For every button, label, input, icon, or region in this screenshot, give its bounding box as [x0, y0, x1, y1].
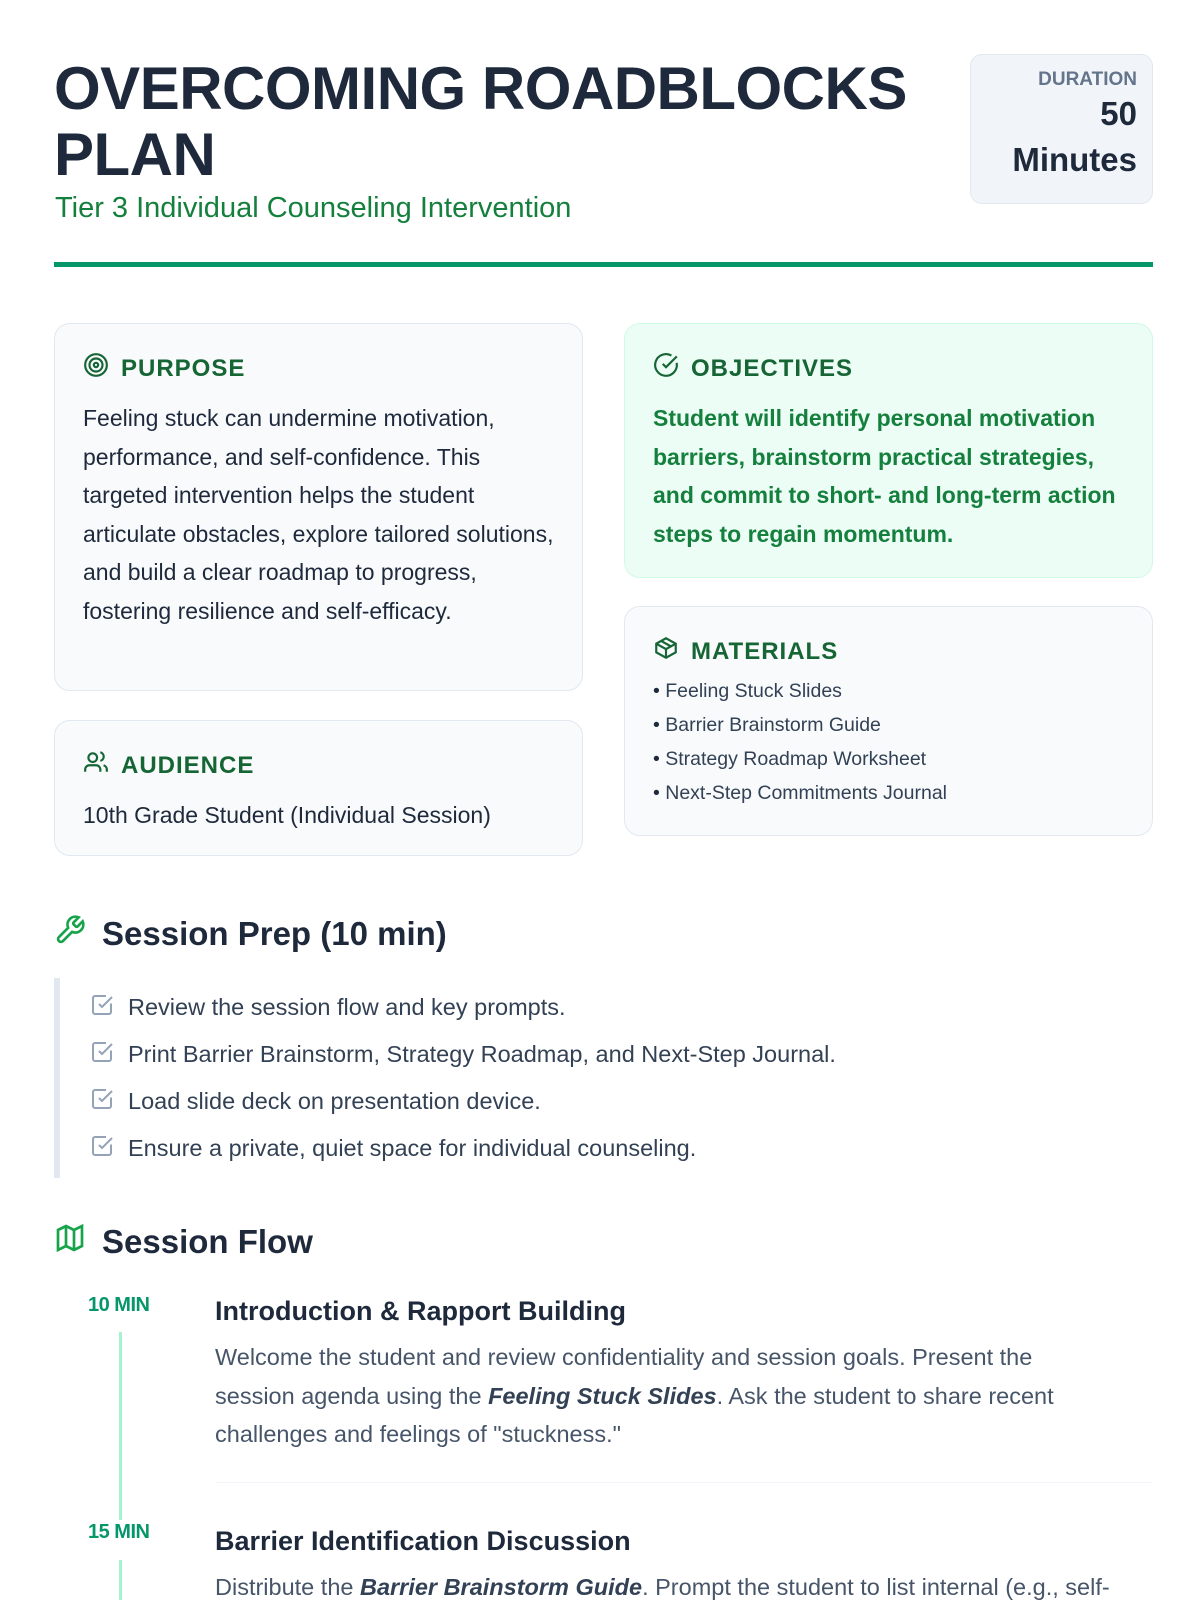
objectives-text: Student will identify personal motivation barriers, brainstorm practical strategies, and commit to short- and long-term action steps to regain momentum. — [653, 405, 1116, 547]
wrench-icon — [54, 914, 86, 954]
purpose-heading: PURPOSE — [121, 354, 246, 382]
checkbox-icon — [90, 993, 114, 1023]
materials-item: • Strategy Roadmap Worksheet — [653, 742, 1124, 776]
material-reference: Barrier Brainstorm Guide — [359, 1574, 643, 1600]
checklist-item — [90, 1078, 954, 1125]
session-prep-title: Session Prep (10 min) — [102, 915, 447, 952]
checklist-text: Ensure a private, quiet space for individual counseling. — [128, 1135, 697, 1161]
step-description: Distribute the Barrier Brainstorm Guide. Prompt the student to list internal (e.g., self- — [215, 1574, 1110, 1600]
purpose-text: Feeling stuck can undermine motivation, performance, and self-confidence. This targeted intervention helps the student articulate obstacles, explore tailored solutions, and build a clear roadmap to progress, fostering resilience and self-efficacy. — [83, 405, 554, 624]
material-reference: Feeling Stuck Slides — [488, 1382, 717, 1409]
duration-value: 50 — [1100, 95, 1137, 132]
page-title: OVERCOMING ROADBLOCKS PLAN — [54, 55, 907, 188]
materials-item: • Next-Step Commitments Journal — [653, 776, 1124, 810]
step-time: 15 MIN — [88, 1521, 150, 1543]
step-description: Welcome the student and review confidentiality and session goals. Present the session agenda using the Feeling Stuck Slides. Ask the student to share recent challenges and feelings of "stuckness." — [215, 1344, 1054, 1447]
audience-card — [54, 720, 583, 856]
checklist-text: Print Barrier Brainstorm, Strategy Roadmap, and Next-Step Journal. — [128, 1041, 836, 1067]
materials-card — [624, 606, 1153, 836]
prep-checklist — [54, 978, 954, 1178]
audience-heading: AUDIENCE — [121, 751, 255, 779]
checklist-text: Review the session flow and key prompts. — [128, 994, 566, 1020]
materials-heading: MATERIALS — [691, 637, 839, 665]
objectives-card — [624, 323, 1153, 578]
purpose-card — [54, 323, 583, 691]
package-icon — [653, 635, 679, 668]
check-circle-icon — [653, 352, 679, 385]
map-icon — [54, 1222, 86, 1262]
timeline-line — [119, 1560, 122, 1600]
timeline-line — [119, 1332, 122, 1520]
step-divider — [215, 1482, 1153, 1483]
header-divider — [54, 262, 1153, 267]
duration-label: DURATION — [1038, 69, 1137, 90]
checklist-item — [90, 1125, 954, 1172]
step-title: Introduction & Rapport Building — [215, 1296, 626, 1326]
step-title: Barrier Identification Discussion — [215, 1526, 631, 1556]
materials-item: • Barrier Brainstorm Guide — [653, 708, 1124, 742]
page-subtitle: Tier 3 Individual Counseling Intervention — [55, 192, 572, 224]
checklist-item — [90, 984, 954, 1031]
checklist-item — [90, 1031, 954, 1078]
duration-unit: Minutes — [1012, 141, 1137, 178]
materials-item: • Feeling Stuck Slides — [653, 674, 1124, 708]
audience-text: 10th Grade Student (Individual Session) — [83, 802, 491, 828]
target-icon — [83, 352, 109, 385]
checkbox-icon — [90, 1040, 114, 1070]
checkbox-icon — [90, 1134, 114, 1164]
session-flow-title: Session Flow — [102, 1223, 313, 1260]
step-time: 10 MIN — [88, 1294, 150, 1316]
duration-badge — [970, 54, 1153, 204]
objectives-heading: OBJECTIVES — [691, 354, 854, 382]
users-icon — [83, 749, 109, 782]
session-flow-heading — [54, 1222, 313, 1262]
materials-list — [653, 674, 1124, 810]
checkbox-icon — [90, 1087, 114, 1117]
session-prep-heading — [54, 914, 447, 954]
checklist-text: Load slide deck on presentation device. — [128, 1088, 541, 1114]
